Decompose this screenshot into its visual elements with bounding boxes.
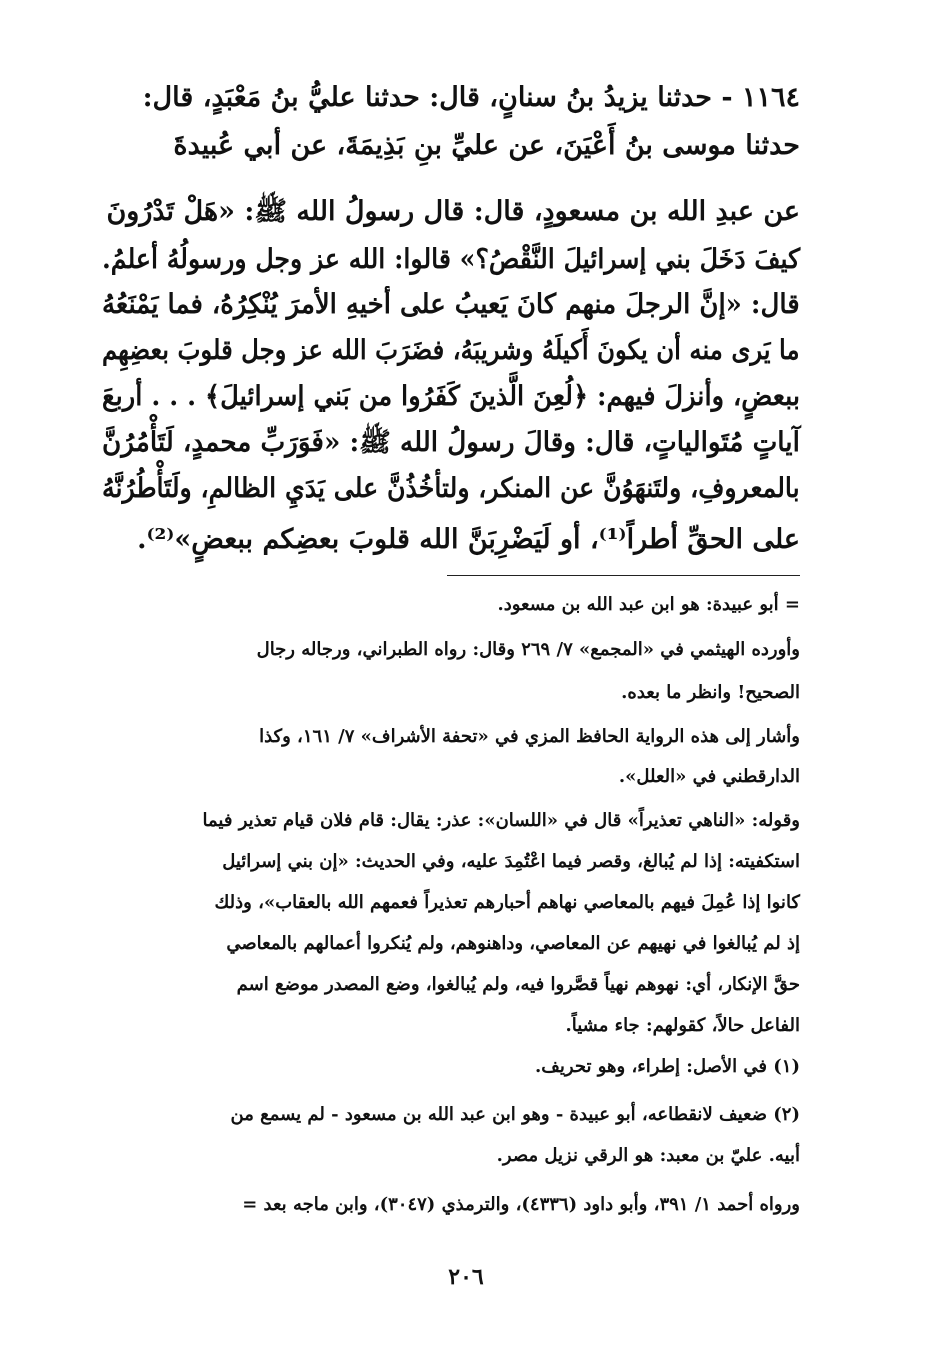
footnote-line: = أبو عبيدة: هو ابن عبد الله بن مسعود. xyxy=(497,594,800,615)
footnote-line: وأشار إلى هذه الرواية الحافظ المزي في «تحفة الأشراف» ٧/ ١٦١، وكذا xyxy=(259,726,800,747)
footnote-line: إذ لم يُبالغوا في نهيهم عن المعاصي، وداهنوهم، ولم يُنكروا أعمالهم بالمعاصي xyxy=(226,933,800,954)
footnote-line: ورواه أحمد ١/ ٣٩١، وأبو داود (٤٣٣٦)، والترمذي (٣٠٤٧)، وابن ماجه بعد = xyxy=(242,1194,800,1215)
main-line: ببعضٍ، وأنزلَ فيهم: ﴿لُعِنَ الَّذينَ كَفَرُوا من بَني إسرائيلَ﴾ . . . أربعَ xyxy=(101,381,800,412)
footnote-divider xyxy=(447,575,800,576)
main-line: على الحقِّ أطراً⁽¹⁾، أو لَيَضْرِبَنَّ الله قلوبَ بعضِكم ببعضٍ»⁽²⁾. xyxy=(137,524,800,555)
footnote-line: أبيه. عليّ بن معبد: هو الرقي نزيل مصر. xyxy=(496,1145,800,1166)
footnote-line: كانوا إذا عُمِلَ فيهم بالمعاصي نهاهم أحبارهم تعذيراً فعمهم الله بالعقاب»، وذلك xyxy=(214,892,800,913)
main-line: بالمعروفِ، ولتَنهَوُنَّ عن المنكر، ولتأخُذُنَّ على يَدَيِ الظالمِ، ولَتَأْطُرُنَّهُ xyxy=(102,473,800,504)
footnote-line: وأورده الهيثمي في «المجمع» ٧/ ٢٦٩ وقال: رواه الطبراني، ورجاله رجال xyxy=(256,639,800,660)
main-line: ١١٦٤ - حدثنا يزيدُ بنُ سنانٍ، قال: حدثنا عليُّ بنُ مَعْبَدٍ، قال: xyxy=(142,82,800,113)
main-line: حدثنا موسى بنُ أَعْيَنَ، عن عليِّ بنِ بَذِيمَةَ، عن أبي عُبيدةَ xyxy=(173,130,800,161)
main-line: آياتٍ مُتَوالياتٍ، قال: وقالَ رسولُ الله ﷺ: «فَوَرَبِّ محمدٍ، لَتَأْمُرُنَّ xyxy=(102,427,800,458)
footnote-line: وقوله: «الناهي تعذيراً» قال في «اللسان»: عذر: يقال: قام فلان قيام تعذير فيما xyxy=(202,810,800,831)
main-line: كيفَ دَخَلَ بني إسرائيلَ النَّقْصُ؟» قالوا: الله عز وجل ورسولُهُ أعلمُ. xyxy=(101,244,800,275)
page-number: ٢٠٦ xyxy=(448,1264,484,1290)
footnote-line: (٢) ضعيف لانقطاعه، أبو عبيدة - وهو ابن عبد الله بن مسعود - لم يسمع من xyxy=(230,1104,800,1125)
main-line: قال: «إنَّ الرجلَ منهم كانَ يَعيبُ على أخيهِ الأمرَ يُنْكِرُهُ، فما يَمْنَعُهُ xyxy=(102,289,800,320)
main-line: عن عبدِ الله بن مسعودٍ، قال: قال رسولُ الله ﷺ: «هَلْ تَدْرُونَ xyxy=(106,196,800,227)
footnote-line: الصحيح! وانظر ما بعده. xyxy=(621,682,800,703)
main-line: ما يَرى منه أن يكونَ أَكيلَهُ وشريبَهُ، فضَرَبَ الله عز وجل قلوبَ بعضِهِم xyxy=(102,335,800,366)
footnote-line: استكفيته: إذا لم يُبالغ، وقصر فيما اعْتُمِدَ عليه، وفي الحديث: «إن بني إسرائيل xyxy=(222,851,800,872)
footnote-line: الفاعل حالاً، كقولهم: جاء مشياً. xyxy=(565,1015,800,1036)
footnote-line: (١) في الأصل: إطراء، وهو تحريف. xyxy=(535,1056,800,1077)
footnote-line: حقَّ الإنكار، أي: نهوهم نهياً قصَّروا فيه، ولم يُبالغوا، وضع المصدر موضع اسم xyxy=(236,974,800,995)
footnote-line: الدارقطني في «العلل». xyxy=(618,766,800,787)
